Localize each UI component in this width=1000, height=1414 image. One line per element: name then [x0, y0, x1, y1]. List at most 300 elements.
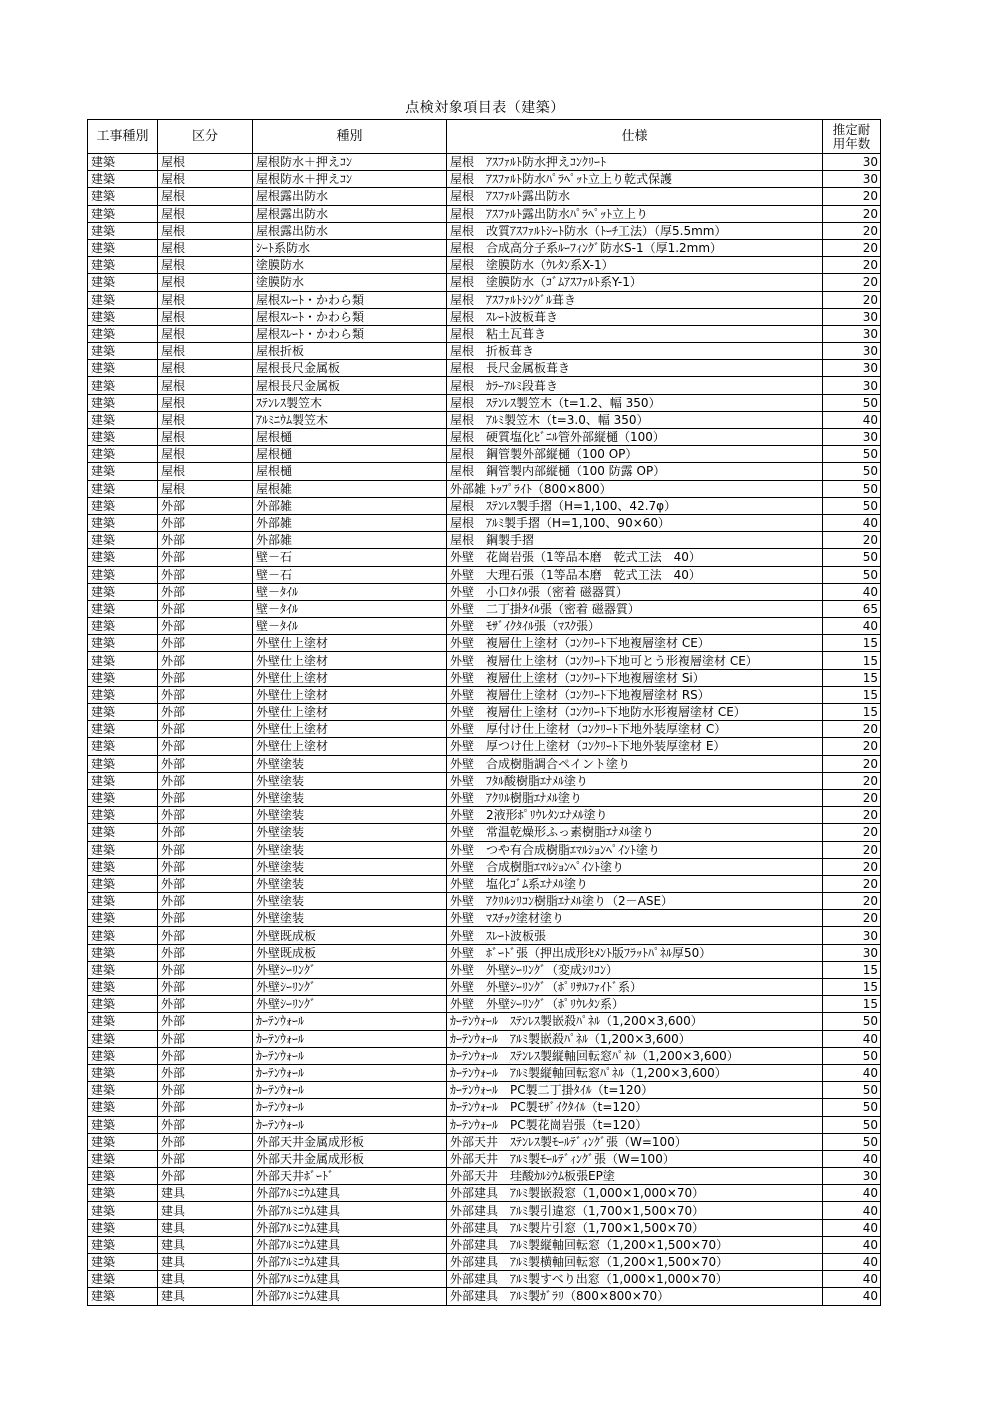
cell-section: 建具 — [158, 1219, 253, 1236]
cell-construction-type: 建築 — [88, 308, 158, 325]
cell-specification: 外壁 花崗岩張（1等品本磨 乾式工法 40） — [447, 549, 823, 566]
cell-construction-type: 建築 — [88, 1185, 158, 1202]
cell-specification: 外壁 外壁ｼｰﾘﾝｸﾞ（ﾎﾟﾘｻﾙﾌｧｲﾄﾞ系） — [447, 979, 823, 996]
cell-service-life: 40 — [823, 514, 881, 531]
cell-section: 外部 — [158, 1013, 253, 1030]
cell-category: 外部ｱﾙﾐﾆｳﾑ建具 — [253, 1236, 447, 1253]
table-row — [88, 618, 881, 635]
cell-category: 外部雑 — [253, 497, 447, 514]
cell-specification: ｶｰﾃﾝｳｫｰﾙ PC製花崗岩張（t=120） — [447, 1116, 823, 1133]
table-row — [88, 257, 881, 274]
cell-specification: ｶｰﾃﾝｳｫｰﾙ PC製ﾓｻﾞｲｸﾀｲﾙ（t=120） — [447, 1099, 823, 1116]
cell-specification: 外部天井 珪酸ｶﾙｼｳﾑ板張EP塗 — [447, 1168, 823, 1185]
table-row — [88, 738, 881, 755]
table-row — [88, 549, 881, 566]
table-row — [88, 497, 881, 514]
cell-specification: 外部建具 ｱﾙﾐ製ｶﾞﾗﾘ（800×800×70） — [447, 1288, 823, 1305]
cell-service-life: 20 — [823, 738, 881, 755]
cell-construction-type: 建築 — [88, 1133, 158, 1150]
cell-construction-type: 建築 — [88, 841, 158, 858]
cell-category: 壁－ﾀｲﾙ — [253, 600, 447, 617]
cell-service-life: 30 — [823, 171, 881, 188]
cell-construction-type: 建築 — [88, 1030, 158, 1047]
cell-section: 屋根 — [158, 463, 253, 480]
cell-specification: 外壁 ﾏｽﾁｯｸ塗材塗り — [447, 910, 823, 927]
cell-category: 外部天井金属成形板 — [253, 1150, 447, 1167]
table-row — [88, 1202, 881, 1219]
cell-service-life: 30 — [823, 343, 881, 360]
cell-service-life: 20 — [823, 824, 881, 841]
cell-category: 屋根樋 — [253, 446, 447, 463]
cell-category: 外壁仕上塗材 — [253, 652, 447, 669]
cell-specification: 屋根 ｽﾚｰﾄ波板葺き — [447, 308, 823, 325]
cell-specification: 外壁 厚つけ仕上塗材（ｺﾝｸﾘｰﾄ下地外装厚塗材 E） — [447, 738, 823, 755]
cell-specification: 外部雑 ﾄｯﾌﾟﾗｲﾄ（800×800） — [447, 480, 823, 497]
table-row — [88, 961, 881, 978]
cell-section: 外部 — [158, 789, 253, 806]
cell-construction-type: 建築 — [88, 1150, 158, 1167]
cell-category: ｶｰﾃﾝｳｫｰﾙ — [253, 1047, 447, 1064]
cell-specification: ｶｰﾃﾝｳｫｰﾙ ｱﾙﾐ製縦軸回転窓ﾊﾟﾈﾙ（1,200×3,600） — [447, 1064, 823, 1081]
table-row — [88, 944, 881, 961]
table-row — [88, 1047, 881, 1064]
cell-service-life: 40 — [823, 1271, 881, 1288]
table-row — [88, 686, 881, 703]
cell-service-life: 30 — [823, 927, 881, 944]
cell-category: 外壁仕上塗材 — [253, 704, 447, 721]
cell-specification: 屋根 鋼管製内部縦樋（100 防露 OP） — [447, 463, 823, 480]
cell-section: 外部 — [158, 910, 253, 927]
cell-construction-type: 建築 — [88, 858, 158, 875]
cell-specification: 外壁 複層仕上塗材（ｺﾝｸﾘｰﾄ下地可とう形複層塗材 CE） — [447, 652, 823, 669]
cell-section: 外部 — [158, 618, 253, 635]
cell-category: 塗膜防水 — [253, 257, 447, 274]
cell-specification: 屋根 ｱﾙﾐ製笠木（t=3.0、幅 350） — [447, 411, 823, 428]
cell-service-life: 15 — [823, 669, 881, 686]
cell-section: 外部 — [158, 1099, 253, 1116]
cell-section: 外部 — [158, 549, 253, 566]
table-body — [88, 154, 881, 1306]
cell-section: 建具 — [158, 1288, 253, 1305]
cell-section: 屋根 — [158, 188, 253, 205]
cell-service-life: 30 — [823, 154, 881, 171]
cell-section: 屋根 — [158, 411, 253, 428]
cell-service-life: 20 — [823, 222, 881, 239]
cell-category: 屋根長尺金属板 — [253, 360, 447, 377]
cell-specification: 外壁 ﾌﾀﾙ酸樹脂ｴﾅﾒﾙ塗り — [447, 772, 823, 789]
cell-section: 外部 — [158, 772, 253, 789]
cell-category: ｱﾙﾐﾆｳﾑ製笠木 — [253, 411, 447, 428]
cell-category: 外壁ｼｰﾘﾝｸﾞ — [253, 961, 447, 978]
cell-specification: 屋根 改質ｱｽﾌｧﾙﾄｼｰﾄ防水（ﾄｰﾁ工法）（厚5.5mm） — [447, 222, 823, 239]
cell-service-life: 20 — [823, 755, 881, 772]
cell-construction-type: 建築 — [88, 618, 158, 635]
cell-section: 建具 — [158, 1254, 253, 1271]
cell-specification: 屋根 長尺金属板葺き — [447, 360, 823, 377]
cell-category: 外部雑 — [253, 514, 447, 531]
table-row — [88, 222, 881, 239]
cell-section: 外部 — [158, 1150, 253, 1167]
cell-specification: 外壁 複層仕上塗材（ｺﾝｸﾘｰﾄ下地複層塗材 CE） — [447, 635, 823, 652]
cell-category: 屋根露出防水 — [253, 205, 447, 222]
table-row — [88, 807, 881, 824]
cell-service-life: 20 — [823, 239, 881, 256]
cell-service-life: 20 — [823, 875, 881, 892]
cell-service-life: 20 — [823, 807, 881, 824]
table-row — [88, 979, 881, 996]
cell-specification: 外壁 つや有合成樹脂ｴﾏﾙｼｮﾝﾍﾟｲﾝﾄ塗り — [447, 841, 823, 858]
cell-construction-type: 建築 — [88, 1082, 158, 1099]
cell-specification: 外壁 複層仕上塗材（ｺﾝｸﾘｰﾄ下地複層塗材 RS） — [447, 686, 823, 703]
cell-category: 屋根ｽﾚｰﾄ・かわら類 — [253, 325, 447, 342]
cell-category: 外部雑 — [253, 532, 447, 549]
cell-construction-type: 建築 — [88, 944, 158, 961]
cell-service-life: 40 — [823, 1288, 881, 1305]
cell-section: 外部 — [158, 755, 253, 772]
cell-service-life: 40 — [823, 1150, 881, 1167]
cell-section: 屋根 — [158, 239, 253, 256]
cell-service-life: 50 — [823, 566, 881, 583]
cell-service-life: 50 — [823, 463, 881, 480]
cell-construction-type: 建築 — [88, 171, 158, 188]
cell-section: 屋根 — [158, 257, 253, 274]
cell-construction-type: 建築 — [88, 1168, 158, 1185]
cell-specification: 屋根 ｶﾗｰｱﾙﾐ段葺き — [447, 377, 823, 394]
cell-section: 外部 — [158, 600, 253, 617]
cell-specification: ｶｰﾃﾝｳｫｰﾙ ｽﾃﾝﾚｽ製嵌殺ﾊﾟﾈﾙ（1,200×3,600） — [447, 1013, 823, 1030]
cell-construction-type: 建築 — [88, 1271, 158, 1288]
cell-specification: 外壁 ｱｸﾘﾙｼﾘｺﾝ樹脂ｴﾅﾒﾙ塗り（2－ASE） — [447, 893, 823, 910]
table-row — [88, 377, 881, 394]
cell-construction-type: 建築 — [88, 875, 158, 892]
cell-specification: 外壁 ｽﾚｰﾄ波板張 — [447, 927, 823, 944]
cell-section: 屋根 — [158, 274, 253, 291]
table-row — [88, 669, 881, 686]
cell-construction-type: 建築 — [88, 979, 158, 996]
cell-category: 屋根樋 — [253, 429, 447, 446]
table-row — [88, 1133, 881, 1150]
cell-construction-type: 建築 — [88, 961, 158, 978]
cell-service-life: 20 — [823, 789, 881, 806]
cell-category: 外部ｱﾙﾐﾆｳﾑ建具 — [253, 1219, 447, 1236]
cell-construction-type: 建築 — [88, 669, 158, 686]
cell-section: 外部 — [158, 738, 253, 755]
cell-service-life: 20 — [823, 188, 881, 205]
cell-section: 外部 — [158, 532, 253, 549]
cell-section: 外部 — [158, 514, 253, 531]
cell-construction-type: 建築 — [88, 463, 158, 480]
table-row — [88, 1271, 881, 1288]
cell-specification: 屋根 ｱｽﾌｧﾙﾄｼﾝｸﾞﾙ葺き — [447, 291, 823, 308]
cell-construction-type: 建築 — [88, 549, 158, 566]
table-row — [88, 1236, 881, 1253]
cell-specification: 外壁 常温乾燥形ふっ素樹脂ｴﾅﾒﾙ塗り — [447, 824, 823, 841]
cell-construction-type: 建築 — [88, 1099, 158, 1116]
table-row — [88, 1082, 881, 1099]
cell-specification: 外壁 合成樹脂調合ペイント塗り — [447, 755, 823, 772]
table-row — [88, 480, 881, 497]
cell-specification: 外壁 複層仕上塗材（ｺﾝｸﾘｰﾄ下地複層塗材 Si） — [447, 669, 823, 686]
cell-section: 外部 — [158, 583, 253, 600]
cell-service-life: 30 — [823, 308, 881, 325]
table-row — [88, 205, 881, 222]
cell-construction-type: 建築 — [88, 910, 158, 927]
cell-service-life: 30 — [823, 944, 881, 961]
cell-construction-type: 建築 — [88, 394, 158, 411]
cell-service-life: 40 — [823, 618, 881, 635]
header-category: 種別 — [253, 120, 447, 154]
cell-category: 外部ｱﾙﾐﾆｳﾑ建具 — [253, 1202, 447, 1219]
cell-service-life: 40 — [823, 1236, 881, 1253]
cell-category: 外壁塗装 — [253, 910, 447, 927]
table-row — [88, 239, 881, 256]
cell-construction-type: 建築 — [88, 274, 158, 291]
cell-category: 外壁塗装 — [253, 789, 447, 806]
cell-service-life: 15 — [823, 961, 881, 978]
cell-construction-type: 建築 — [88, 704, 158, 721]
cell-specification: 外壁 小口ﾀｲﾙ張（密着 磁器質） — [447, 583, 823, 600]
cell-section: 外部 — [158, 652, 253, 669]
table-row — [88, 755, 881, 772]
cell-section: 外部 — [158, 1064, 253, 1081]
header-specification: 仕様 — [447, 120, 823, 154]
cell-specification: 外壁 大理石張（1等品本磨 乾式工法 40） — [447, 566, 823, 583]
cell-specification: 外壁 ｱｸﾘﾙ樹脂ｴﾅﾒﾙ塗り — [447, 789, 823, 806]
cell-section: 外部 — [158, 996, 253, 1013]
document-title: 点検対象項目表（建築） — [405, 100, 565, 116]
cell-category: 外壁塗装 — [253, 772, 447, 789]
cell-construction-type: 建築 — [88, 514, 158, 531]
cell-category: ｽﾃﾝﾚｽ製笠木 — [253, 394, 447, 411]
cell-specification: 外壁 外壁ｼｰﾘﾝｸﾞ（変成ｼﾘｺﾝ） — [447, 961, 823, 978]
cell-category: 外壁既成板 — [253, 944, 447, 961]
cell-construction-type: 建築 — [88, 532, 158, 549]
cell-service-life: 40 — [823, 1254, 881, 1271]
cell-category: 屋根ｽﾚｰﾄ・かわら類 — [253, 291, 447, 308]
cell-construction-type: 建築 — [88, 738, 158, 755]
table-row — [88, 910, 881, 927]
table-row — [88, 411, 881, 428]
cell-service-life: 50 — [823, 549, 881, 566]
cell-construction-type: 建築 — [88, 1064, 158, 1081]
table-row — [88, 1254, 881, 1271]
cell-specification: 屋根 折板葺き — [447, 343, 823, 360]
cell-service-life: 15 — [823, 635, 881, 652]
cell-specification: 屋根 硬質塩化ﾋﾞﾆﾙ管外部縦樋（100） — [447, 429, 823, 446]
cell-construction-type: 建築 — [88, 789, 158, 806]
cell-service-life: 20 — [823, 205, 881, 222]
cell-construction-type: 建築 — [88, 1202, 158, 1219]
cell-construction-type: 建築 — [88, 600, 158, 617]
cell-service-life: 40 — [823, 1030, 881, 1047]
table-row — [88, 188, 881, 205]
cell-section: 外部 — [158, 979, 253, 996]
cell-construction-type: 建築 — [88, 927, 158, 944]
table-row — [88, 446, 881, 463]
cell-category: 屋根防水＋押えｺﾝ — [253, 154, 447, 171]
cell-service-life: 15 — [823, 996, 881, 1013]
cell-service-life: 30 — [823, 325, 881, 342]
table-row — [88, 704, 881, 721]
cell-service-life: 50 — [823, 1116, 881, 1133]
cell-category: 外壁塗装 — [253, 755, 447, 772]
cell-specification: 外壁 複層仕上塗材（ｺﾝｸﾘｰﾄ下地防水形複層塗材 CE） — [447, 704, 823, 721]
cell-category: 壁－石 — [253, 566, 447, 583]
cell-construction-type: 建築 — [88, 429, 158, 446]
cell-section: 外部 — [158, 704, 253, 721]
cell-section: 外部 — [158, 944, 253, 961]
cell-construction-type: 建築 — [88, 635, 158, 652]
table-row — [88, 154, 881, 171]
cell-specification: 屋根 塗膜防水（ｳﾚﾀﾝ系X-1） — [447, 257, 823, 274]
table-row — [88, 996, 881, 1013]
cell-section: 屋根 — [158, 394, 253, 411]
cell-construction-type: 建築 — [88, 1047, 158, 1064]
cell-service-life: 50 — [823, 446, 881, 463]
cell-category: 外壁塗装 — [253, 893, 447, 910]
cell-category: 外壁既成板 — [253, 927, 447, 944]
cell-section: 外部 — [158, 961, 253, 978]
cell-section: 屋根 — [158, 429, 253, 446]
cell-specification: 外部建具 ｱﾙﾐ製片引窓（1,700×1,500×70） — [447, 1219, 823, 1236]
header-construction-type: 工事種別 — [88, 120, 158, 154]
cell-specification: 外部建具 ｱﾙﾐ製縦軸回転窓（1,200×1,500×70） — [447, 1236, 823, 1253]
cell-category: 塗膜防水 — [253, 274, 447, 291]
cell-section: 外部 — [158, 497, 253, 514]
cell-construction-type: 建築 — [88, 291, 158, 308]
cell-category: 外壁ｼｰﾘﾝｸﾞ — [253, 996, 447, 1013]
table-row — [88, 652, 881, 669]
table-row — [88, 566, 881, 583]
cell-category: ｶｰﾃﾝｳｫｰﾙ — [253, 1116, 447, 1133]
cell-construction-type: 建築 — [88, 996, 158, 1013]
cell-construction-type: 建築 — [88, 325, 158, 342]
cell-section: 外部 — [158, 566, 253, 583]
cell-service-life: 20 — [823, 858, 881, 875]
cell-section: 外部 — [158, 635, 253, 652]
cell-specification: 外壁 2液形ﾎﾟﾘｳﾚﾀﾝｴﾅﾒﾙ塗り — [447, 807, 823, 824]
cell-section: 屋根 — [158, 154, 253, 171]
cell-construction-type: 建築 — [88, 1288, 158, 1305]
cell-category: 外壁塗装 — [253, 841, 447, 858]
cell-specification: 外壁 二丁掛ﾀｲﾙ張（密着 磁器質） — [447, 600, 823, 617]
table-row — [88, 308, 881, 325]
cell-category: 外壁仕上塗材 — [253, 686, 447, 703]
cell-category: 屋根雑 — [253, 480, 447, 497]
cell-category: 壁－ﾀｲﾙ — [253, 583, 447, 600]
cell-specification: 屋根 鋼管製外部縦樋（100 OP） — [447, 446, 823, 463]
cell-service-life: 30 — [823, 1168, 881, 1185]
cell-service-life: 40 — [823, 1064, 881, 1081]
table-row — [88, 343, 881, 360]
cell-category: 壁－石 — [253, 549, 447, 566]
cell-construction-type: 建築 — [88, 893, 158, 910]
cell-construction-type: 建築 — [88, 257, 158, 274]
table-row — [88, 789, 881, 806]
table-row — [88, 1064, 881, 1081]
table-row — [88, 360, 881, 377]
cell-service-life: 50 — [823, 1133, 881, 1150]
table-row — [88, 927, 881, 944]
cell-category: ｶｰﾃﾝｳｫｰﾙ — [253, 1030, 447, 1047]
table-row — [88, 635, 881, 652]
table-row — [88, 274, 881, 291]
table-row — [88, 394, 881, 411]
cell-specification: 屋根 ｽﾃﾝﾚｽ製手摺（H=1,100、42.7φ） — [447, 497, 823, 514]
cell-specification: 屋根 ｱﾙﾐ製手摺（H=1,100、90×60） — [447, 514, 823, 531]
table-row — [88, 291, 881, 308]
cell-section: 外部 — [158, 858, 253, 875]
cell-construction-type: 建築 — [88, 1254, 158, 1271]
cell-construction-type: 建築 — [88, 1236, 158, 1253]
cell-category: 屋根樋 — [253, 463, 447, 480]
cell-service-life: 65 — [823, 600, 881, 617]
cell-service-life: 40 — [823, 1219, 881, 1236]
cell-category: 外部ｱﾙﾐﾆｳﾑ建具 — [253, 1288, 447, 1305]
cell-category: 外壁仕上塗材 — [253, 635, 447, 652]
table-row — [88, 1185, 881, 1202]
cell-section: 建具 — [158, 1185, 253, 1202]
cell-service-life: 40 — [823, 1185, 881, 1202]
cell-section: 屋根 — [158, 308, 253, 325]
cell-specification: 外壁 ﾎﾞｰﾄﾞ張（押出成形ｾﾒﾝﾄ版ﾌﾗｯﾄﾊﾟﾈﾙ厚50） — [447, 944, 823, 961]
cell-specification: 屋根 合成高分子系ﾙｰﾌｨﾝｸﾞ防水S-1（厚1.2mm） — [447, 239, 823, 256]
cell-section: 屋根 — [158, 171, 253, 188]
cell-section: 外部 — [158, 841, 253, 858]
cell-specification: 屋根 塗膜防水（ｺﾞﾑｱｽﾌｧﾙﾄ系Y-1） — [447, 274, 823, 291]
cell-section: 外部 — [158, 1116, 253, 1133]
cell-service-life: 20 — [823, 772, 881, 789]
cell-specification: 屋根 ｽﾃﾝﾚｽ製笠木（t=1.2、幅 350） — [447, 394, 823, 411]
cell-specification: 屋根 ｱｽﾌｧﾙﾄ露出防水ﾊﾟﾗﾍﾟｯﾄ立上り — [447, 205, 823, 222]
cell-category: 屋根折板 — [253, 343, 447, 360]
cell-category: 外壁仕上塗材 — [253, 721, 447, 738]
cell-section: 外部 — [158, 1047, 253, 1064]
table-row — [88, 1219, 881, 1236]
cell-category: ｼｰﾄ系防水 — [253, 239, 447, 256]
cell-category: 外壁塗装 — [253, 824, 447, 841]
cell-category: 外部天井ﾎﾞｰﾄﾞ — [253, 1168, 447, 1185]
cell-category: 屋根防水＋押えｺﾝ — [253, 171, 447, 188]
cell-service-life: 15 — [823, 704, 881, 721]
table-row — [88, 1288, 881, 1305]
cell-service-life: 50 — [823, 1099, 881, 1116]
cell-specification: 外部建具 ｱﾙﾐ製すべり出窓（1,000×1,000×70） — [447, 1271, 823, 1288]
cell-specification: 外壁 厚付け仕上塗材（ｺﾝｸﾘｰﾄ下地外装厚塗材 C） — [447, 721, 823, 738]
cell-service-life: 50 — [823, 1082, 881, 1099]
cell-construction-type: 建築 — [88, 686, 158, 703]
cell-section: 建具 — [158, 1202, 253, 1219]
cell-section: 建具 — [158, 1236, 253, 1253]
cell-section: 屋根 — [158, 480, 253, 497]
cell-specification: 外部建具 ｱﾙﾐ製横軸回転窓（1,200×1,500×70） — [447, 1254, 823, 1271]
cell-construction-type: 建築 — [88, 1116, 158, 1133]
cell-section: 外部 — [158, 875, 253, 892]
cell-specification: 外部天井 ｽﾃﾝﾚｽ製ﾓｰﾙﾃﾞｨﾝｸﾞ張（W=100） — [447, 1133, 823, 1150]
cell-category: 外壁仕上塗材 — [253, 669, 447, 686]
cell-section: 外部 — [158, 927, 253, 944]
cell-specification: 外壁 合成樹脂ｴﾏﾙｼｮﾝﾍﾟｲﾝﾄ塗り — [447, 858, 823, 875]
cell-construction-type: 建築 — [88, 721, 158, 738]
cell-service-life: 20 — [823, 532, 881, 549]
table-row — [88, 1150, 881, 1167]
cell-service-life: 15 — [823, 652, 881, 669]
cell-service-life: 30 — [823, 377, 881, 394]
cell-service-life: 40 — [823, 583, 881, 600]
cell-service-life: 20 — [823, 910, 881, 927]
cell-specification: 屋根 鋼製手摺 — [447, 532, 823, 549]
cell-construction-type: 建築 — [88, 446, 158, 463]
